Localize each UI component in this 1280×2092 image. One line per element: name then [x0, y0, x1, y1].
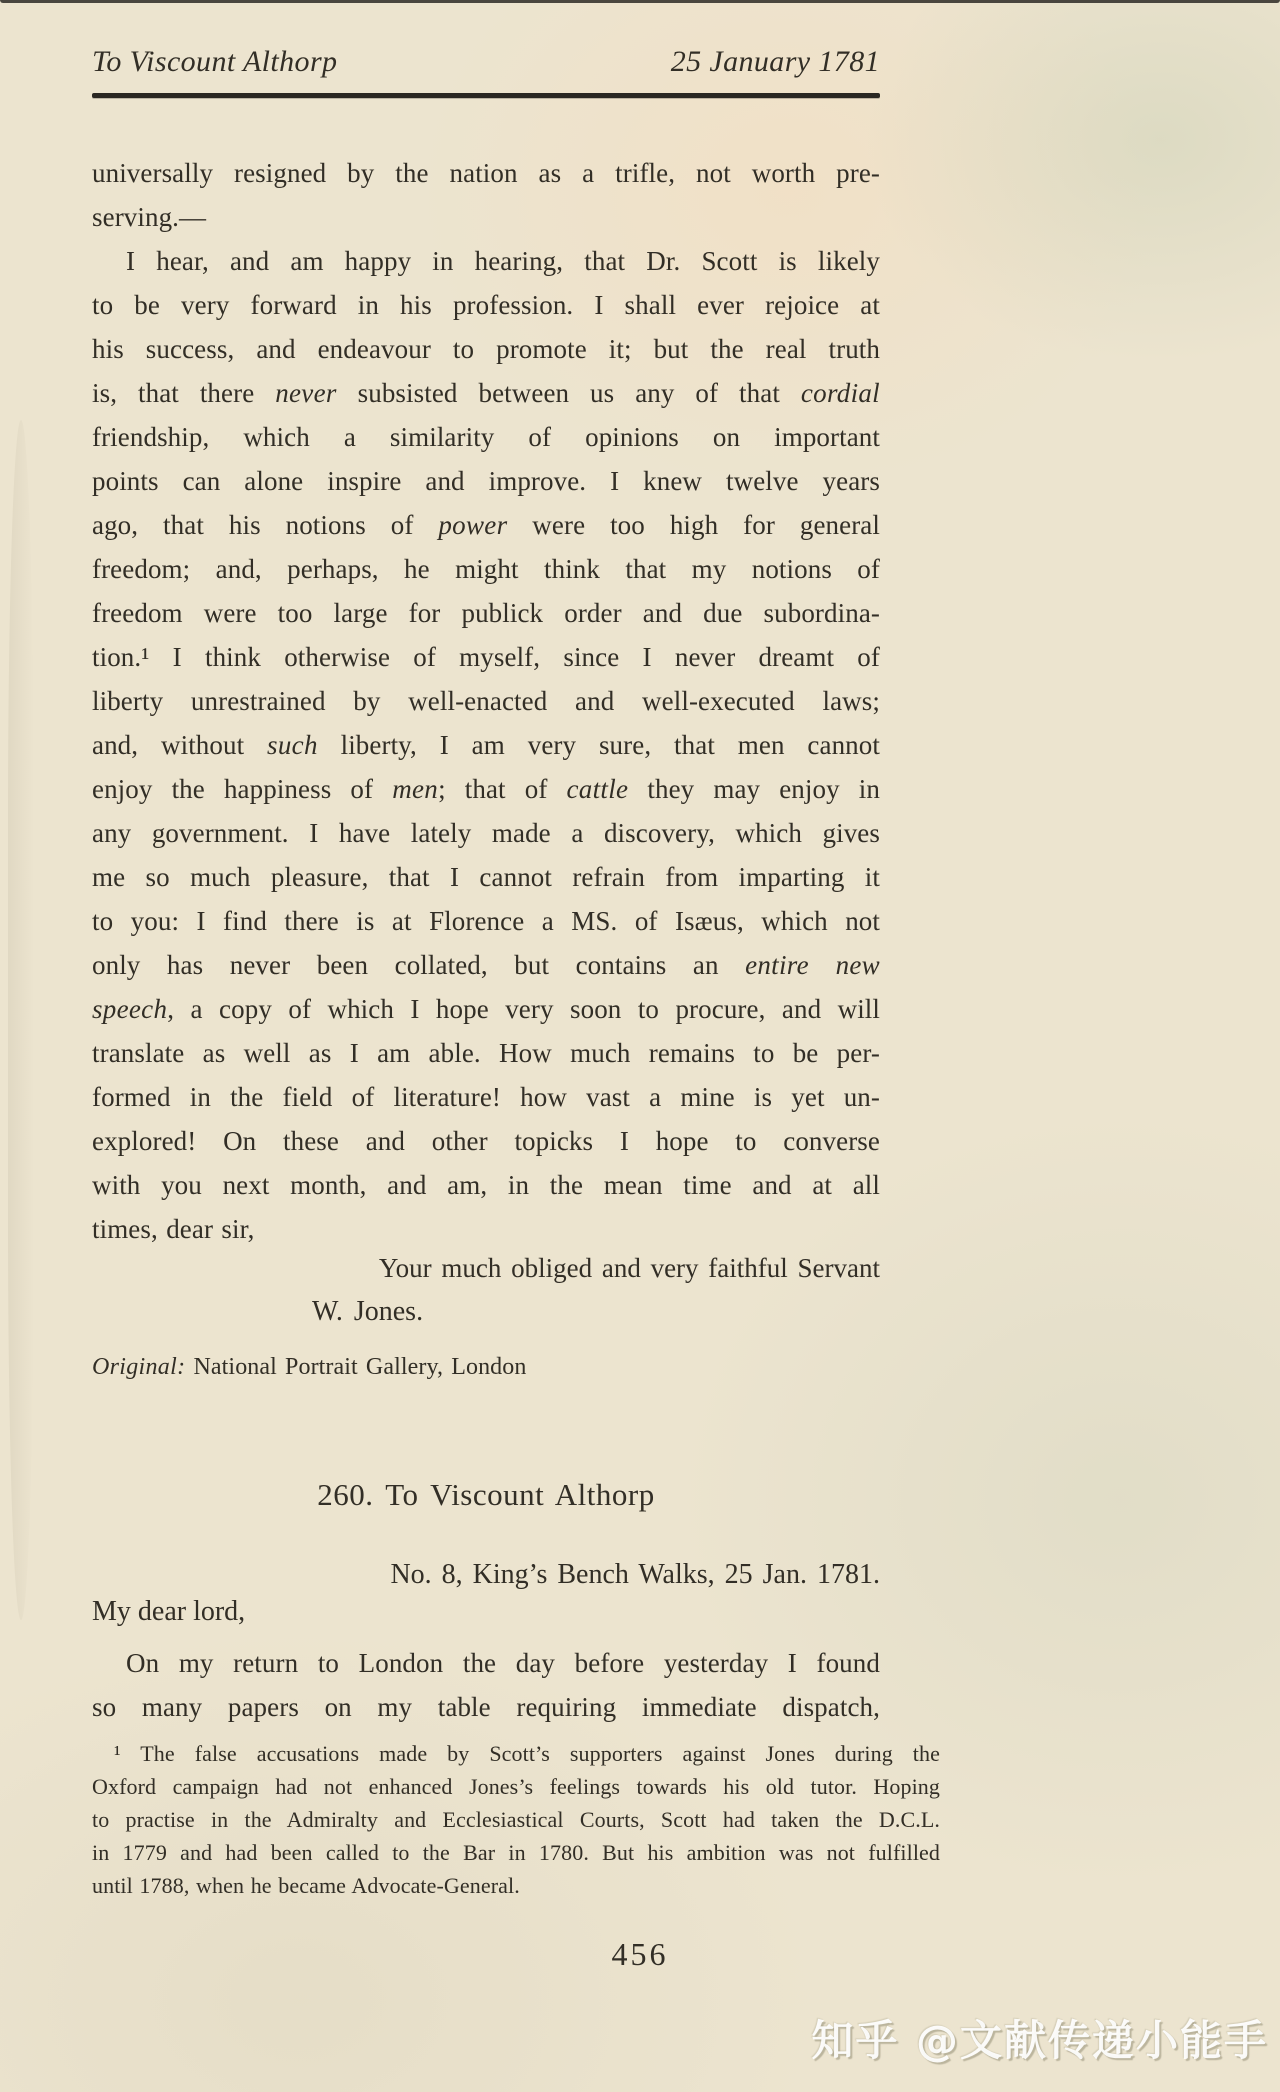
- letter-dateline: No. 8, King’s Bench Walks, 25 Jan. 1781.: [390, 1559, 880, 1590]
- watermark: 知乎 @文献传递小能手: [811, 2016, 1268, 2065]
- letter-body-line: tion.¹ I think otherwise of myself, since I never dreamt of: [92, 642, 880, 672]
- letter-body-line: universally resigned by the nation as a trifle, not worth pre-: [92, 158, 880, 188]
- provenance-note: [92, 1352, 880, 1382]
- letter-body-line: and, without such liberty, I am very sure, that men cannot: [92, 730, 880, 760]
- letter-body-line: liberty unrestrained by well-enacted and well-executed laws;: [92, 686, 880, 716]
- letter-body-line: me so much pleasure, that I cannot refrain from imparting it: [92, 862, 880, 892]
- letter-body-line: freedom; and, perhaps, he might think that my notions of: [92, 554, 880, 584]
- letter-body-line: only has never been collated, but contains an entire new: [92, 950, 880, 980]
- letter-body-line: serving.—: [92, 202, 207, 232]
- header-rule: [92, 93, 880, 98]
- letter-body-line: is, that there never subsisted between us any of that cordial: [92, 378, 880, 408]
- letter2-body: [92, 1641, 880, 1729]
- letter-closing: Your much obliged and very faithful Servant: [378, 1253, 880, 1283]
- letter-body-line: I hear, and am happy in hearing, that Dr. Scott is likely: [126, 246, 880, 276]
- footnote-line: ¹ The false accusations made by Scott’s supporters against Jones during the: [114, 1741, 940, 1766]
- letter-body-line: any government. I have lately made a discovery, which gives: [92, 818, 880, 848]
- footnote-line: to practise in the Admiralty and Ecclesiastical Courts, Scott had taken the D.C.L.: [92, 1807, 940, 1832]
- letter-body-line: enjoy the happiness of men; that of cattle they may enjoy in: [92, 774, 880, 804]
- letter-body-line: times, dear sir,: [92, 1214, 255, 1244]
- letter-body-line: explored! On these and other topicks I hope to converse: [92, 1126, 880, 1156]
- running-header-date: 25 January 1781: [670, 45, 880, 78]
- letter-body-line: translate as well as I am able. How much remains to be per-: [92, 1038, 880, 1068]
- page-number: 456: [611, 1936, 669, 1972]
- footnote-line: Oxford campaign had not enhanced Jones’s feelings towards his old tutor. Hoping: [92, 1774, 940, 1799]
- letter2-body-line: On my return to London the day before yesterday I found: [126, 1648, 880, 1678]
- footnote-line: until 1788, when he became Advocate-General.: [92, 1873, 520, 1898]
- running-header-recipient: To Viscount Althorp: [92, 45, 338, 78]
- letter-body-line: ago, that his notions of power were too high for general: [92, 510, 880, 540]
- letter-body-line: to be very forward in his profession. I shall ever rejoice at: [92, 290, 880, 320]
- running-header: [92, 42, 880, 82]
- letter-body-line: speech, a copy of which I hope very soon to procure, and will: [92, 994, 880, 1024]
- section-heading: 260. To Viscount Althorp: [317, 1477, 655, 1512]
- provenance-line: Original: National Portrait Gallery, London: [92, 1354, 527, 1380]
- letter-body-line: to you: I find there is at Florence a MS. of Isæus, which not: [92, 906, 880, 936]
- letter-body-line: points can alone inspire and improve. I knew twelve years: [92, 466, 880, 496]
- letter-salutation: My dear lord,: [92, 1596, 246, 1627]
- letter-body-line: freedom were too large for publick order and due subordina-: [92, 598, 880, 628]
- letter-signature: W. Jones.: [312, 1296, 424, 1327]
- letter-body: [92, 151, 880, 1251]
- letter-body-line: friendship, which a similarity of opinions on important: [92, 422, 880, 452]
- page-gutter-shadow: [8, 420, 34, 1620]
- letter-body-line: his success, and endeavour to promote it; but the real truth: [92, 334, 880, 364]
- scan-top-edge: [0, 0, 1280, 3]
- footnote-line: in 1779 and had been called to the Bar in 1780. But his ambition was not fulfilled: [92, 1840, 940, 1865]
- letter-body-line: with you next month, and am, in the mean time and at all: [92, 1170, 880, 1200]
- footnote: [92, 1737, 940, 1902]
- letter-body-line: formed in the field of literature! how vast a mine is yet un-: [92, 1082, 880, 1112]
- letter2-body-line: so many papers on my table requiring immediate dispatch,: [92, 1692, 880, 1722]
